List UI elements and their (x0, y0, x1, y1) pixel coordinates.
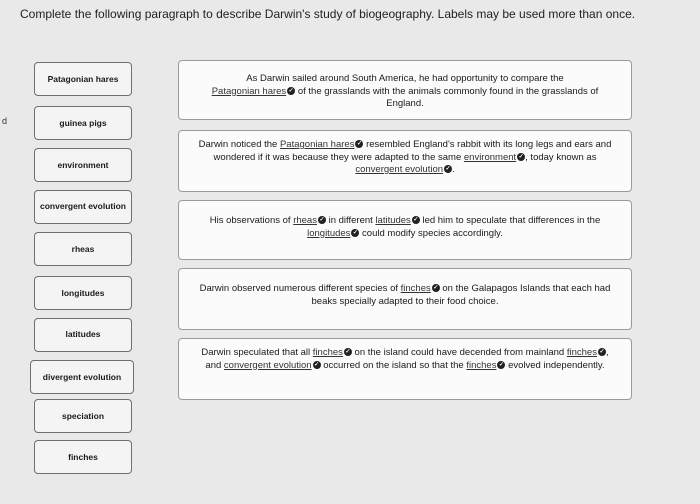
paragraph-card-4 (178, 268, 632, 330)
check-circle-icon: ✓ (356, 141, 362, 148)
answer-blank[interactable]: finches (466, 359, 497, 371)
card-text: in different (325, 215, 376, 226)
card-text: occurred on the island so that the (320, 359, 467, 371)
answer-blank[interactable]: rheas (293, 215, 317, 226)
card-text: led him to speculate that differences in the (419, 215, 601, 226)
check-circle-icon: ✓ (352, 229, 358, 236)
card-text: . (452, 164, 455, 175)
word-bank-convergent-evolution[interactable]: convergent evolution (34, 190, 132, 224)
answer-blank[interactable]: finches (312, 347, 343, 358)
word-bank-speciation[interactable]: speciation (34, 399, 132, 433)
card-text: on the island could have decended from mainland (351, 347, 567, 358)
check-circle-icon: ✓ (314, 361, 320, 368)
card-text: resembled England's rabbit with its long legs and ears and wondered if it was because they were adapted to the same (213, 139, 612, 163)
answer-blank[interactable]: finches (566, 347, 597, 358)
paragraph-card-1 (178, 60, 632, 120)
check-circle-icon: ✓ (498, 361, 504, 368)
check-circle-icon: ✓ (345, 349, 351, 356)
card-text: Darwin speculated that all (201, 347, 313, 358)
check-circle-icon: ✓ (445, 166, 451, 173)
instructions: Complete the following paragraph to describe Darwin's study of biogeography. Labels may be used more than once. (20, 7, 636, 21)
check-circle-icon: ✓ (518, 153, 524, 160)
paragraph-card-5 (178, 338, 632, 400)
answer-blank[interactable]: convergent evolution (223, 359, 312, 371)
paragraph-card-3 (178, 200, 632, 260)
edge-character: d (2, 116, 8, 126)
paragraph-card-2 (178, 130, 632, 192)
word-bank-longitudes[interactable]: longitudes (34, 276, 132, 310)
word-bank-guinea-pigs[interactable]: guinea pigs (34, 106, 132, 140)
word-bank-latitudes[interactable]: latitudes (34, 318, 132, 352)
check-circle-icon: ✓ (288, 87, 294, 94)
card-text: As Darwin sailed around South America, he had opportunity to compare the (246, 73, 564, 84)
check-circle-icon: ✓ (599, 349, 605, 356)
answer-blank[interactable]: convergent evolution (355, 164, 444, 175)
check-circle-icon: ✓ (319, 217, 325, 224)
answer-blank[interactable]: environment (463, 151, 517, 163)
answer-blank[interactable]: longitudes (307, 227, 351, 239)
check-circle-icon: ✓ (433, 285, 439, 292)
word-bank-finches[interactable]: finches (34, 440, 132, 474)
word-bank-divergent-evolution[interactable]: divergent evolution (30, 360, 134, 394)
answer-blank[interactable]: finches (400, 283, 431, 294)
word-bank-rheas[interactable]: rheas (34, 232, 132, 266)
check-circle-icon: ✓ (413, 217, 419, 224)
answer-blank[interactable]: Patagonian hares (279, 139, 355, 150)
card-text: , today known as (525, 151, 597, 163)
answer-blank[interactable]: Patagonian hares (211, 85, 287, 97)
word-bank-patagonian-hares[interactable]: Patagonian hares (34, 62, 132, 96)
card-text: His observations of (209, 215, 294, 226)
card-text: of the grasslands with the animals commonly found in the grasslands of England. (297, 85, 599, 109)
answer-blank[interactable]: latitudes (375, 215, 411, 226)
card-text: could modify species accordingly. (359, 227, 503, 239)
card-text: Darwin noticed the (198, 139, 280, 150)
word-bank-environment[interactable]: environment (34, 148, 132, 182)
card-text: , and (205, 347, 609, 371)
card-text: Darwin observed numerous different species of (199, 283, 401, 294)
card-text: evolved independently. (505, 359, 605, 371)
card-text: on the Galapagos Islands that each had beaks specially adapted to their food choice. (311, 283, 611, 307)
